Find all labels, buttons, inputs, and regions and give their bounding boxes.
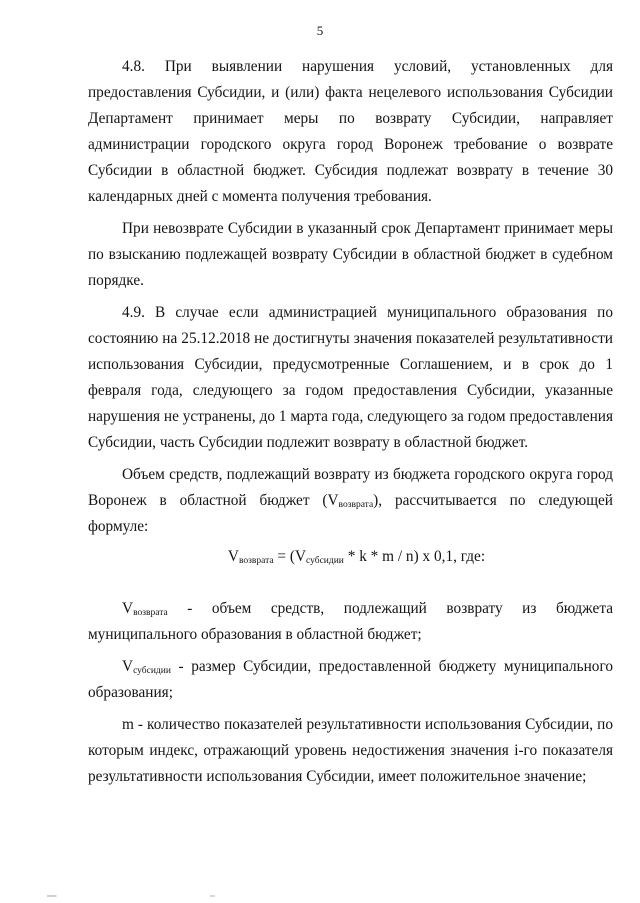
return-formula: $V_{возврата} = (V_{субсидии} * k * m / n)$ x 0,1, где: (227, 548, 486, 566)
paragraph-non-return: При невозврате Субсидии в указанный срок Департамент принимает меры по взысканию подлежащей возврату Субсидии в областной бюджет в судебном порядке. (88, 220, 613, 289)
document-body (88, 54, 613, 790)
paragraph-4-9: 4.9. В случае если администрацией муниципального образования по состоянию на 25.12.2018 не достигнуты значения показателей результативности использования Субсидии, предусмотренные Соглашением, и в срок до 1 февраля года, следующего за годом предоставления Субсидии, указанные нарушения не устранены, до 1 марта года, следующего за годом предоставления Субсидии, часть Субсидии подлежит возврату в областной бюджет. (88, 304, 613, 451)
page-number: 5 (316, 23, 324, 38)
paragraph-volume-formula-intro: Объем средств, подлежащий возврату из бюджета городского округа город Воронеж в областной бюджет $(V_{возврата})$, рассчитывается по следующей формуле: (88, 466, 613, 535)
paragraph-4-8: 4.8. При выявлении нарушения условий, установленных для предоставления Субсидии, и (или) факта нецелевого использования Субсидии Департамент принимает меры по возврату Субсидии, направляет администрации городского округа город Воронеж требование о возврате Субсидии в областной бюджет. Субсидия подлежат возврату в течение 30 календарных дней с момента получения требования. (88, 58, 613, 205)
definition-m: m - количество показателей результативности использования Субсидии, по которым индекс, отражающий уровень недостижения значения i-го показателя результативности использования Субсидии, имеет положительное значение; (88, 716, 613, 785)
definition-v-return: $V_{возврата}$ - объем средств, подлежащий возврату из бюджета муниципального образования в областной бюджет; (88, 600, 613, 643)
scan-artifact (18, 895, 498, 897)
definition-v-subsidy: $V_{субсидии}$ - размер Субсидии, предоставленной бюджету муниципального образования; (88, 658, 613, 701)
